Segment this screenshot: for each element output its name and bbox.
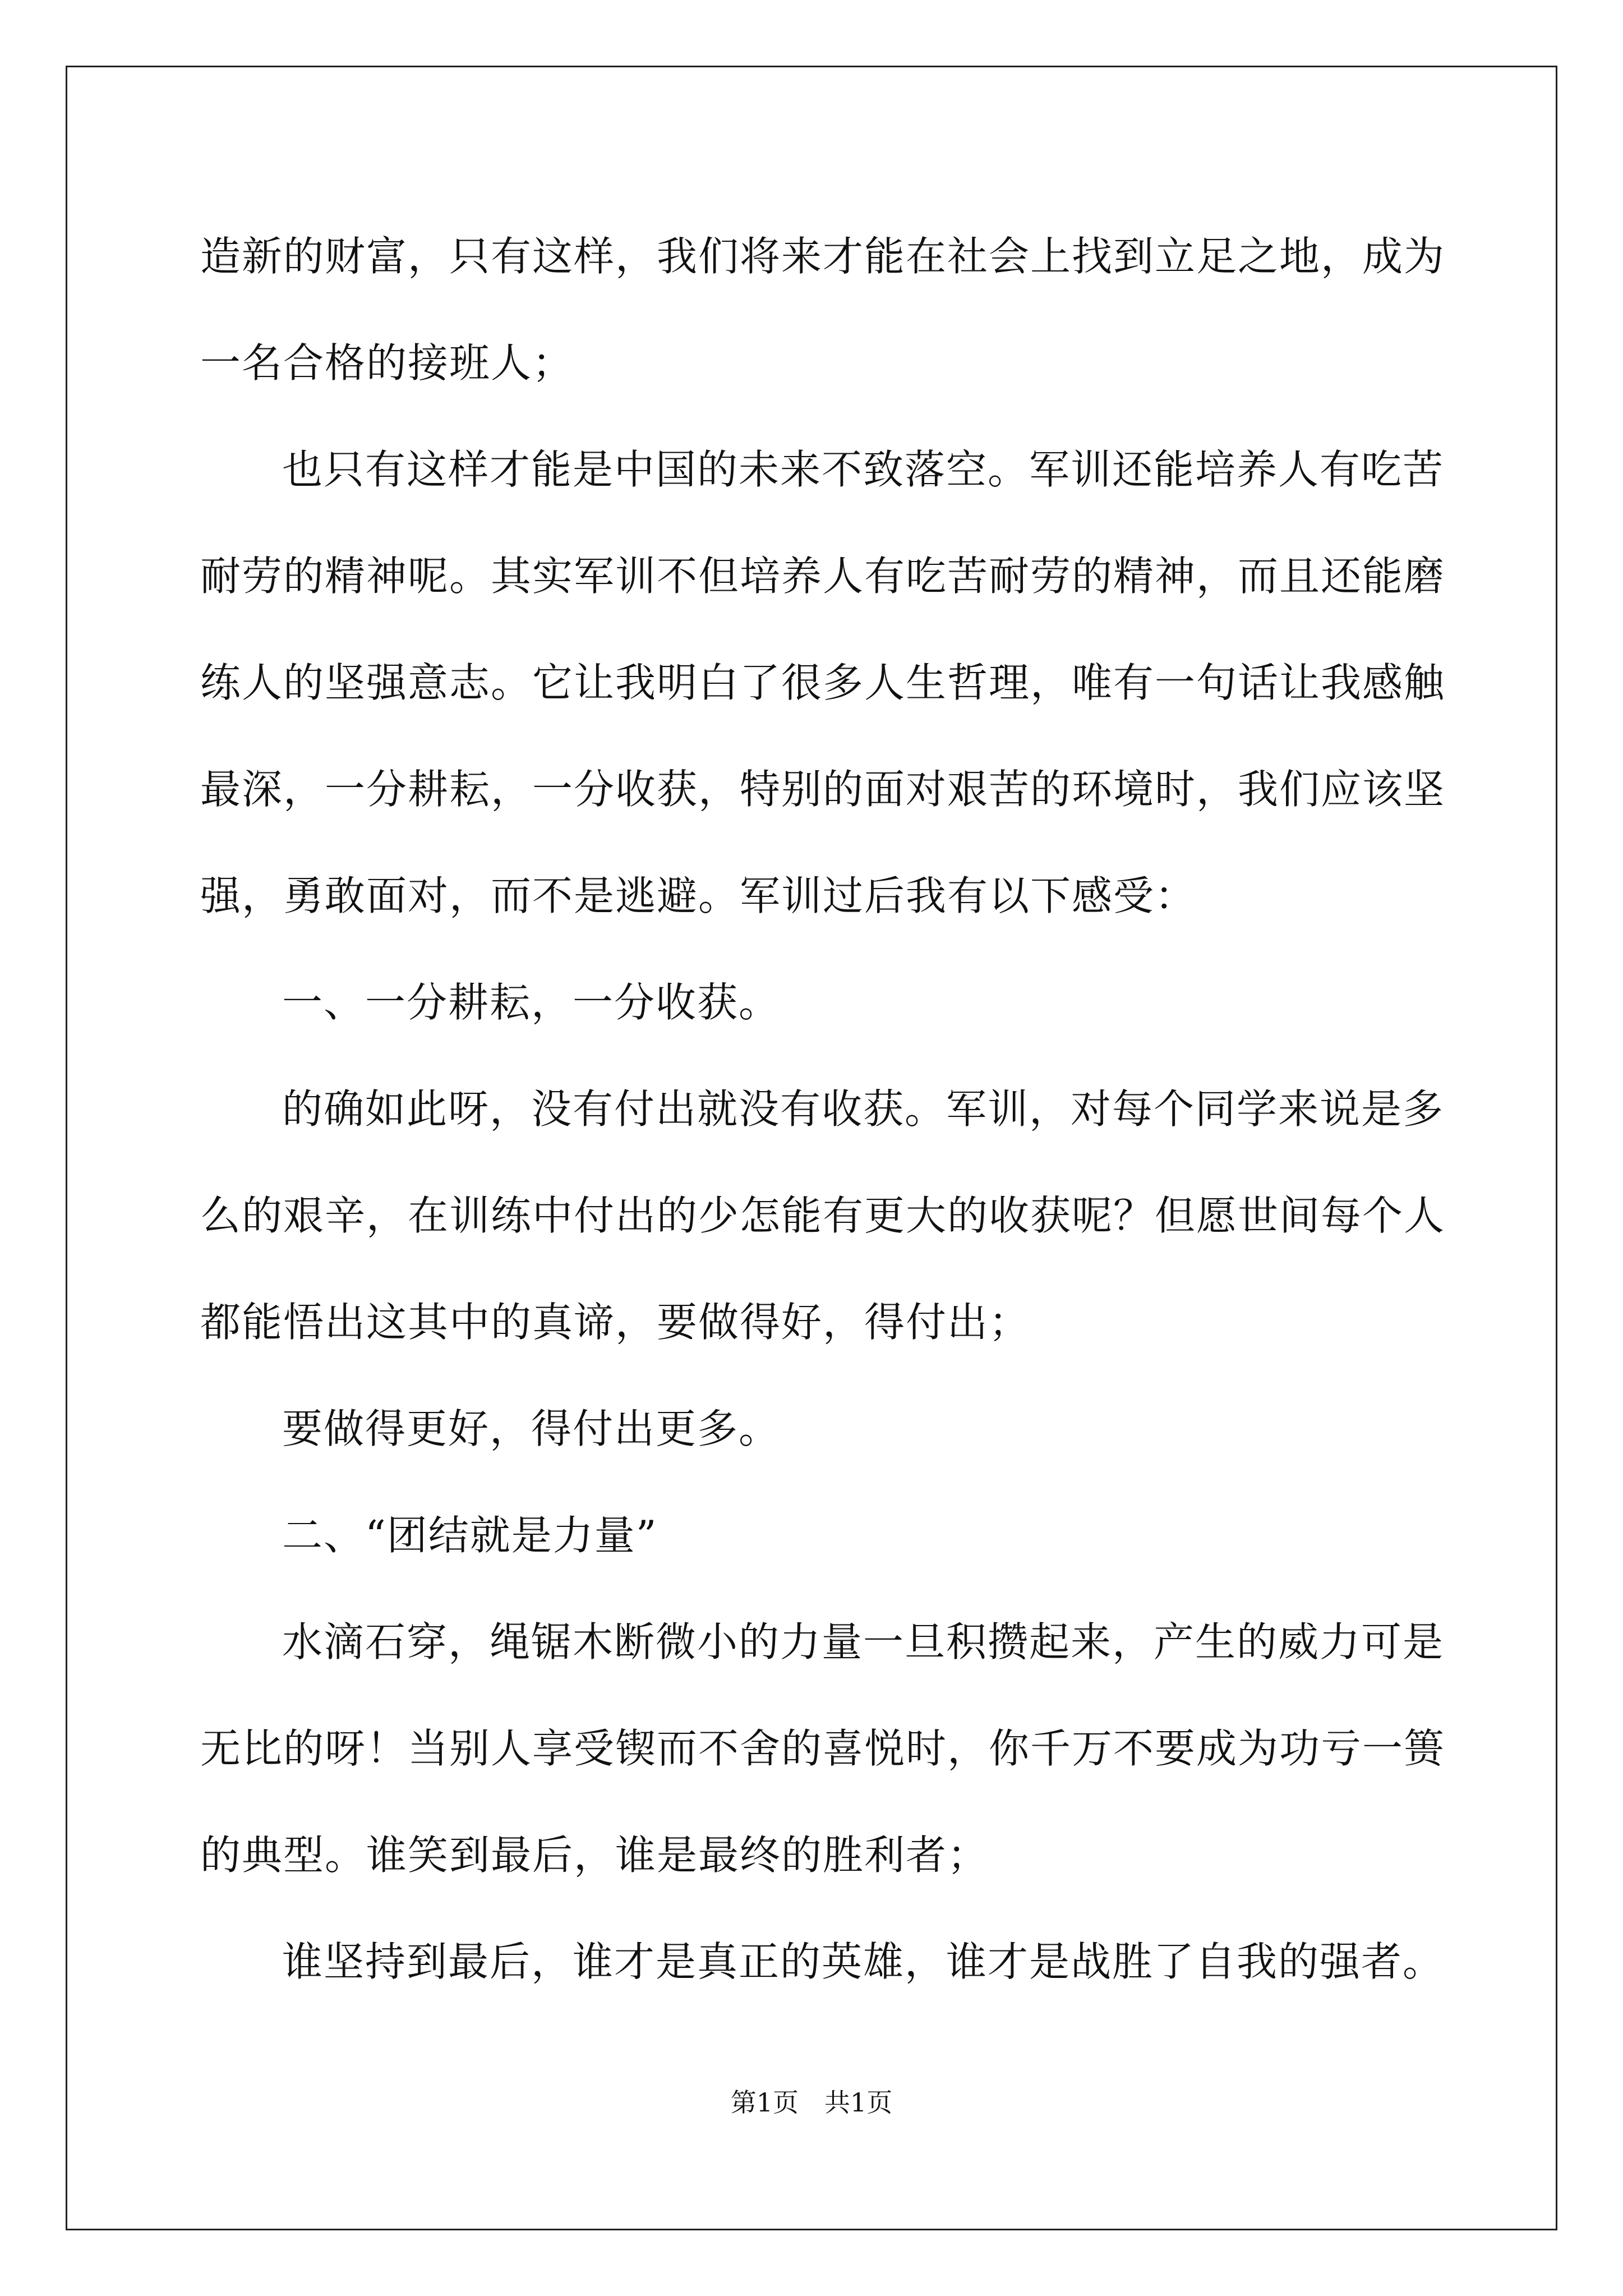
text-line-16: 的典型。谁笑到最后，谁是最终的胜利者；: [200, 1832, 989, 1879]
text-line-14: 水滴石穿，绳锯木断微小的力量一旦积攒起来，产生的威力可是: [282, 1618, 1445, 1665]
text-line-6: 最深，一分耕耘，一分收获，特别的面对艰苦的环境时，我们应该坚: [200, 766, 1446, 813]
text-line-11: 都能悟出这其中的真谛，要做得好，得付出；: [200, 1299, 1031, 1346]
text-line-12: 要做得更好，得付出更多。: [282, 1405, 781, 1452]
section-heading-2: 二、“团结就是力量”: [282, 1512, 658, 1559]
text-line-9: 的确如此呀，没有付出就没有收获。军训，对每个同学来说是多: [282, 1085, 1445, 1133]
text-line-2: 一名合格的接班人；: [200, 339, 574, 386]
text-line-4: 耐劳的精神呢。其实军训不但培养人有吃苦耐劳的精神，而且还能磨: [200, 553, 1446, 600]
section-heading-1: 一、一分耕耘，一分收获。: [282, 979, 781, 1026]
text-line-10: 么的艰辛，在训练中付出的少怎能有更大的收获呢？但愿世间每个人: [200, 1192, 1446, 1239]
page-number-footer: 第1页 共1页: [730, 2087, 893, 2118]
text-line-7: 强，勇敢面对，而不是逃避。军训过后我有以下感受：: [200, 872, 1197, 919]
text-line-5: 练人的坚强意志。它让我明白了很多人生哲理，唯有一句话让我感触: [200, 659, 1446, 706]
text-line-3: 也只有这样才能是中国的未来不致落空。军训还能培养人有吃苦: [282, 446, 1445, 493]
text-line-1: 造新的财富，只有这样，我们将来才能在社会上找到立足之地，成为: [200, 233, 1446, 280]
text-line-17: 谁坚持到最后，谁才是真正的英雄，谁才是战胜了自我的强者。: [282, 1938, 1445, 1985]
text-line-15: 无比的呀！当别人享受锲而不舍的喜悦时，你千万不要成为功亏一篑: [200, 1725, 1446, 1772]
